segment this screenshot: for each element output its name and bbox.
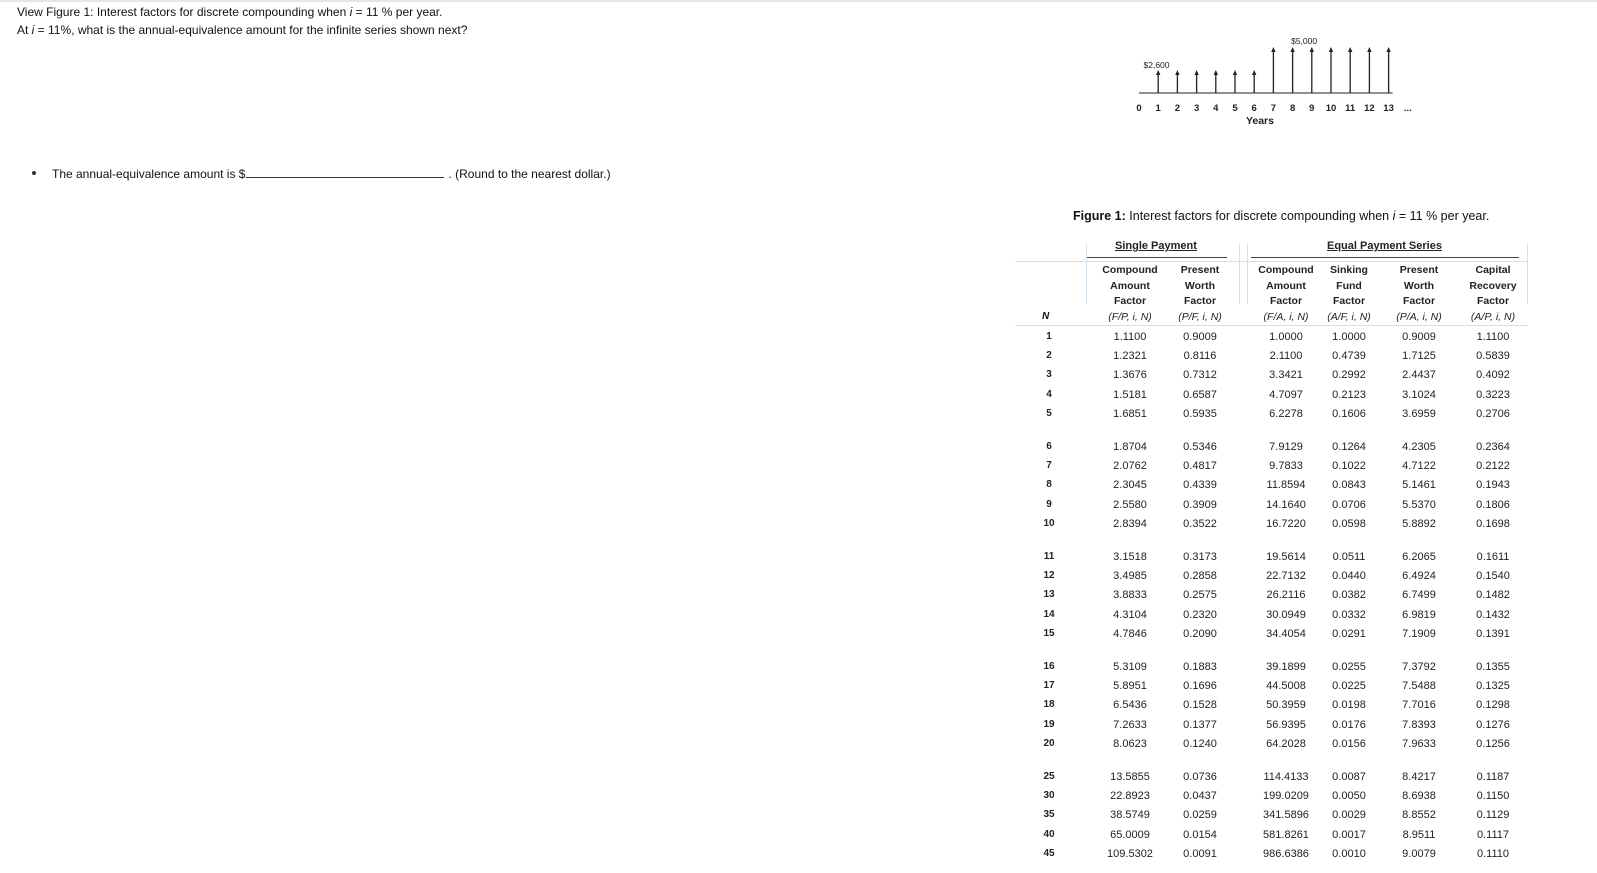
factor-cell: 7.1909 <box>1402 627 1436 640</box>
factor-cell: 0.2858 <box>1183 570 1217 583</box>
table-row <box>1015 515 1528 533</box>
factor-cell: 1.2321 <box>1113 350 1147 363</box>
factor-cell: 0.9009 <box>1402 331 1436 343</box>
answer-suffix: . (Round to the nearest dollar.) <box>448 167 611 181</box>
factor-cell: 4.3104 <box>1113 608 1147 621</box>
column-header-line: Worth <box>1184 279 1216 292</box>
period-cell: 14 <box>1043 608 1055 620</box>
top-border <box>0 0 1597 2</box>
factor-cell: 0.0843 <box>1332 479 1366 492</box>
table-row <box>1015 768 1528 786</box>
factor-cell: 0.1240 <box>1183 737 1217 750</box>
period-label: 3 <box>1193 103 1200 114</box>
column-header-line: Capital <box>1475 264 1511 276</box>
period-label: 5 <box>1232 103 1238 114</box>
period-label: 13 <box>1383 103 1394 114</box>
factor-cell: 50.3959 <box>1266 699 1306 712</box>
factor-cell: 5.1461 <box>1402 479 1436 492</box>
factor-cell: 0.0154 <box>1183 828 1217 841</box>
cash-flow-svg <box>1125 30 1425 130</box>
factor-cell: 0.7312 <box>1183 369 1217 382</box>
period-label: 1 <box>1155 103 1161 114</box>
column-header-line: (F/A, i, N) <box>1263 310 1309 323</box>
factor-cell: 0.2575 <box>1183 589 1217 602</box>
factor-cell: 0.2320 <box>1183 608 1217 621</box>
factor-cell: 0.4339 <box>1183 479 1217 492</box>
factor-cell: 0.1187 <box>1476 771 1510 783</box>
factor-cell: 0.3909 <box>1183 498 1217 511</box>
group-header-equal-payment: Equal Payment Series <box>1327 240 1442 252</box>
factor-cell: 13.5855 <box>1110 771 1150 783</box>
column-header-line: Fund <box>1336 279 1362 292</box>
period-cell: 2 <box>1046 350 1052 362</box>
factor-cell: 1.1100 <box>1476 331 1510 343</box>
question-text: View Figure 1: Interest factors for discrete compounding when <box>17 5 350 19</box>
column-divider <box>1247 244 1248 304</box>
factor-cell: 0.0598 <box>1332 517 1366 530</box>
question-line-2 <box>17 22 467 38</box>
factor-cell: 0.1377 <box>1183 718 1217 731</box>
axis-label: Years <box>1245 115 1274 127</box>
period-label: 6 <box>1251 103 1257 114</box>
factor-cell: 2.8394 <box>1113 517 1147 530</box>
factor-cell: 3.3421 <box>1269 369 1303 382</box>
factor-cell: 0.3173 <box>1183 551 1217 563</box>
factor-cell: 0.0255 <box>1332 661 1366 673</box>
answer-input[interactable] <box>246 165 444 178</box>
factor-cell: 44.5008 <box>1266 680 1306 693</box>
period-cell: 35 <box>1043 809 1055 821</box>
factor-cell: 0.0225 <box>1332 680 1366 693</box>
column-header-line: (F/P, i, N) <box>1108 310 1152 323</box>
factor-cell: 0.0156 <box>1332 737 1366 750</box>
period-label: 7 <box>1270 103 1277 114</box>
factor-cell: 0.1696 <box>1183 680 1217 693</box>
table-row <box>1015 567 1528 585</box>
table-row <box>1015 735 1528 753</box>
table-row <box>1015 405 1528 423</box>
factor-cell: 986.6386 <box>1263 847 1309 860</box>
table-row <box>1015 438 1528 456</box>
variable-i: i <box>349 5 353 19</box>
factor-cell: 1.7125 <box>1402 350 1436 363</box>
factor-cell: 0.1117 <box>1476 828 1509 841</box>
factor-cell: 0.0010 <box>1332 847 1366 860</box>
column-header-line: Present <box>1399 264 1439 276</box>
factor-cell: 1.1100 <box>1113 331 1147 343</box>
table-row <box>1015 845 1528 863</box>
column-header-line: (P/A, i, N) <box>1396 310 1442 323</box>
factor-cell: 7.9633 <box>1402 737 1436 750</box>
cash-flow-arrow-head <box>1156 70 1160 75</box>
factor-cell: 0.0291 <box>1332 627 1366 640</box>
factor-cell: 38.5749 <box>1110 809 1150 822</box>
period-cell: 10 <box>1043 517 1055 529</box>
factor-cell: 65.0009 <box>1110 828 1150 841</box>
period-label: 8 <box>1289 103 1296 114</box>
factor-cell: 0.0440 <box>1332 570 1366 583</box>
period-label: 0 <box>1136 103 1142 114</box>
period-label: 2 <box>1174 103 1181 114</box>
factor-cell: 0.1943 <box>1476 479 1510 492</box>
factor-cell: 0.3522 <box>1183 517 1217 530</box>
factor-cell: 5.8892 <box>1402 517 1436 530</box>
factor-cell: 1.3676 <box>1113 369 1147 382</box>
factor-cell: 2.1100 <box>1269 350 1303 363</box>
table-row <box>1015 457 1528 475</box>
period-cell: 17 <box>1043 680 1055 692</box>
factor-cell: 1.6851 <box>1113 407 1147 420</box>
factor-cell: 1.0000 <box>1332 331 1366 343</box>
answer-prefix: The annual-equivalence amount is $ <box>52 167 246 181</box>
period-cell: 20 <box>1043 737 1055 749</box>
factor-cell: 0.0437 <box>1183 790 1217 803</box>
column-header-line: Sinking <box>1330 264 1368 276</box>
group-underline <box>1087 257 1227 258</box>
factor-cell: 0.1432 <box>1476 608 1510 621</box>
factor-cell: 5.3109 <box>1113 661 1147 673</box>
factor-cell: 7.5488 <box>1402 680 1436 693</box>
question-text: At <box>17 23 32 37</box>
factor-cell: 0.1110 <box>1476 847 1509 860</box>
factor-cell: 39.1899 <box>1266 661 1306 673</box>
period-cell: 18 <box>1043 699 1055 711</box>
factor-cell: 0.0029 <box>1332 809 1366 822</box>
factor-cell: 0.1264 <box>1332 441 1366 453</box>
factor-cell: 3.1518 <box>1113 551 1147 563</box>
cash-flow-arrow-head <box>1252 70 1256 75</box>
factor-cell: 6.4924 <box>1402 570 1436 583</box>
cash-flow-arrow-head <box>1194 70 1198 75</box>
factor-cell: 1.0000 <box>1269 331 1303 343</box>
period-cell: 9 <box>1046 498 1052 510</box>
factor-cell: 0.0706 <box>1332 498 1366 511</box>
column-header-line: (P/F, i, N) <box>1178 310 1222 323</box>
factor-cell: 0.1806 <box>1476 498 1510 511</box>
header-divider <box>1015 325 1528 326</box>
table-row <box>1015 366 1528 384</box>
factor-cell: 0.0382 <box>1332 589 1366 602</box>
period-cell: 11 <box>1043 551 1055 562</box>
factor-cell: 0.1298 <box>1476 699 1510 712</box>
column-header-line: Factor <box>1332 295 1366 307</box>
period-cell: 16 <box>1043 661 1055 672</box>
factor-cell: 22.8923 <box>1110 790 1150 803</box>
variable-i: i <box>1392 209 1396 223</box>
factor-cell: 0.5935 <box>1183 407 1217 420</box>
column-header-line: Factor <box>1113 295 1147 307</box>
table-row <box>1015 696 1528 714</box>
factor-cell: 0.0332 <box>1332 608 1366 621</box>
column-header <box>1460 263 1526 325</box>
factor-cell: 0.0198 <box>1332 699 1366 712</box>
table-row <box>1015 476 1528 494</box>
column-header-line: Recovery <box>1469 279 1517 292</box>
factor-cell: 0.2364 <box>1476 441 1510 453</box>
period-cell: 13 <box>1043 589 1055 601</box>
period-cell: 12 <box>1043 570 1055 582</box>
cash-flow-arrow-head <box>1290 47 1294 52</box>
period-cell: 1 <box>1046 331 1052 342</box>
table-row <box>1015 496 1528 514</box>
table-row <box>1015 328 1528 346</box>
period-cell: 5 <box>1046 407 1052 419</box>
factor-cell: 0.1022 <box>1332 460 1366 473</box>
table-row <box>1015 606 1528 624</box>
large-amount-label: $5,000 <box>1291 36 1318 46</box>
cash-flow-arrow-head <box>1175 70 1179 75</box>
factor-cell: 109.5302 <box>1107 847 1153 860</box>
column-header <box>1250 263 1322 325</box>
cash-flow-diagram <box>1125 30 1425 135</box>
factor-cell: 2.3045 <box>1113 479 1147 492</box>
column-header-line: (A/F, i, N) <box>1327 310 1371 323</box>
factor-cell: 0.6587 <box>1183 388 1217 401</box>
column-divider <box>1086 244 1087 304</box>
factor-cell: 26.2116 <box>1266 589 1306 602</box>
factor-cell: 6.5436 <box>1113 699 1147 712</box>
figure-label: Figure 1: <box>1073 209 1126 223</box>
period-cell: 3 <box>1046 369 1052 381</box>
factor-cell: 8.0623 <box>1113 737 1147 750</box>
cash-flow-arrow-head <box>1386 47 1390 52</box>
column-header-line: Amount <box>1266 279 1306 292</box>
figure-title-text: Interest factors for discrete compounding when <box>1125 209 1393 223</box>
period-label: 9 <box>1309 103 1315 114</box>
cash-flow-arrow-head <box>1367 47 1371 52</box>
figure-title <box>1073 209 1489 223</box>
column-divider <box>1239 244 1240 304</box>
factor-cell: 0.1150 <box>1476 790 1510 803</box>
factor-cell: 0.0017 <box>1332 828 1366 841</box>
table-row <box>1015 658 1528 676</box>
factor-cell: 3.6959 <box>1402 407 1436 420</box>
group-underline <box>1251 257 1519 258</box>
factor-cell: 199.0209 <box>1263 790 1309 803</box>
factor-cell: 114.4133 <box>1263 771 1309 783</box>
answer-row <box>32 165 611 181</box>
factor-cell: 3.4985 <box>1113 570 1147 583</box>
factor-cell: 4.2305 <box>1402 441 1436 453</box>
factor-cell: 16.7220 <box>1266 517 1306 530</box>
factor-cell: 0.0087 <box>1332 771 1366 783</box>
factor-cell: 7.9129 <box>1269 441 1303 453</box>
factor-cell: 56.9395 <box>1266 718 1306 731</box>
period-cell: 15 <box>1043 627 1055 639</box>
table-row <box>1015 386 1528 404</box>
factor-cell: 0.1391 <box>1476 627 1510 640</box>
period-cell: 6 <box>1046 441 1052 452</box>
factor-cell: 2.0762 <box>1113 460 1147 473</box>
factor-cell: 0.5839 <box>1476 350 1510 363</box>
factor-cell: 0.9009 <box>1183 331 1217 343</box>
period-label: ... <box>1403 103 1412 114</box>
factor-cell: 2.5580 <box>1113 498 1147 511</box>
column-header-n: N <box>1042 311 1050 322</box>
factor-cell: 0.4092 <box>1476 369 1510 382</box>
factor-cell: 1.5181 <box>1113 388 1147 401</box>
column-header-line: Factor <box>1183 295 1217 307</box>
factor-cell: 8.6938 <box>1402 790 1436 803</box>
cash-flow-arrow-head <box>1214 70 1218 75</box>
factor-cell: 0.0050 <box>1332 790 1366 803</box>
column-header <box>1095 263 1165 325</box>
small-amount-label: $2,600 <box>1143 60 1170 70</box>
column-header <box>1322 263 1376 325</box>
factor-cell: 5.5370 <box>1402 498 1436 511</box>
factor-cell: 0.1325 <box>1476 680 1510 693</box>
column-header-line: (A/P, i, N) <box>1470 310 1516 323</box>
factor-cell: 7.3792 <box>1402 661 1436 673</box>
period-cell: 19 <box>1043 718 1055 730</box>
factor-cell: 0.1256 <box>1476 737 1510 750</box>
column-divider <box>1527 244 1528 304</box>
column-header-line: Factor <box>1476 295 1510 307</box>
cash-flow-arrow-head <box>1233 70 1237 75</box>
factor-cell: 7.2633 <box>1113 718 1147 731</box>
period-cell: 7 <box>1046 460 1052 472</box>
factor-cell: 4.7097 <box>1269 388 1303 401</box>
factor-cell: 0.1606 <box>1332 407 1366 420</box>
factor-cell: 2.4437 <box>1402 369 1436 382</box>
factor-cell: 0.4817 <box>1183 460 1217 473</box>
table-row <box>1015 347 1528 365</box>
factor-cell: 0.8116 <box>1183 350 1217 363</box>
factor-cell: 6.9819 <box>1402 608 1436 621</box>
period-cell: 8 <box>1046 479 1052 491</box>
column-header-line: Amount <box>1110 279 1150 292</box>
period-label: 10 <box>1325 103 1337 114</box>
factor-cell: 8.9511 <box>1402 828 1436 841</box>
factor-cell: 8.4217 <box>1402 771 1436 783</box>
factor-cell: 8.8552 <box>1402 809 1436 822</box>
factor-cell: 14.1640 <box>1266 498 1306 511</box>
table-row <box>1015 548 1528 566</box>
column-header-line: Factor <box>1402 295 1436 307</box>
table-row <box>1015 625 1528 643</box>
period-cell: 30 <box>1043 790 1055 802</box>
factor-cell: 0.1611 <box>1476 551 1510 563</box>
factor-cell: 0.0511 <box>1332 551 1366 563</box>
table-row <box>1015 677 1528 695</box>
period-cell: 25 <box>1043 771 1055 782</box>
period-label: 11 <box>1345 103 1356 114</box>
factor-cell: 9.7833 <box>1269 460 1303 473</box>
group-header-single-payment: Single Payment <box>1115 240 1197 252</box>
factor-cell: 22.7132 <box>1266 570 1306 583</box>
factor-cell: 64.2028 <box>1266 737 1306 750</box>
factor-cell: 30.0949 <box>1266 608 1306 621</box>
factor-cell: 0.0176 <box>1332 718 1366 731</box>
figure-title-text: = 11 % per year. <box>1395 209 1490 223</box>
column-header <box>1165 263 1235 325</box>
factor-cell: 0.1482 <box>1476 589 1510 602</box>
factor-cell: 9.0079 <box>1402 847 1436 860</box>
period-cell: 40 <box>1043 828 1055 840</box>
factor-cell: 0.1355 <box>1476 661 1510 673</box>
factor-cell: 0.2123 <box>1332 388 1366 401</box>
variable-i: i <box>31 23 35 37</box>
factor-cell: 0.5346 <box>1183 441 1217 453</box>
factor-cell: 3.8833 <box>1113 589 1147 602</box>
cash-flow-arrow-head <box>1329 47 1333 52</box>
cash-flow-arrow-head <box>1271 47 1275 52</box>
factor-cell: 0.0259 <box>1183 809 1217 822</box>
cash-flow-arrow-head <box>1310 47 1314 52</box>
factor-cell: 0.1528 <box>1183 699 1217 712</box>
bullet-icon <box>32 171 36 175</box>
factor-cell: 0.2992 <box>1332 369 1366 382</box>
question-text: = 11 % per year. <box>352 5 443 19</box>
header-divider <box>1015 261 1528 262</box>
factor-cell: 0.0091 <box>1183 847 1217 860</box>
factor-cell: 6.2065 <box>1402 551 1436 563</box>
factor-cell: 0.2122 <box>1476 460 1510 473</box>
cash-flow-arrow-head <box>1348 47 1352 52</box>
factor-cell: 11.8594 <box>1266 479 1306 492</box>
factor-cell: 3.1024 <box>1402 388 1436 401</box>
factor-cell: 4.7122 <box>1402 460 1436 473</box>
column-header-line: Compound <box>1258 264 1314 276</box>
factor-cell: 0.4739 <box>1332 350 1366 363</box>
factor-cell: 341.5896 <box>1263 809 1309 822</box>
factor-cell: 19.5614 <box>1266 551 1306 563</box>
question-line-1 <box>17 4 442 20</box>
factor-cell: 34.4054 <box>1266 627 1306 640</box>
table-row <box>1015 806 1528 824</box>
period-label: 12 <box>1364 103 1375 114</box>
factor-cell: 6.2278 <box>1269 407 1303 420</box>
factor-cell: 0.1129 <box>1476 809 1510 822</box>
factor-cell: 0.2706 <box>1476 407 1510 420</box>
factor-cell: 0.1540 <box>1476 570 1510 583</box>
column-header-line: Factor <box>1269 295 1303 307</box>
column-header <box>1388 263 1450 325</box>
factor-cell: 6.7499 <box>1402 589 1436 602</box>
factor-cell: 0.1698 <box>1476 517 1510 530</box>
factor-cell: 5.8951 <box>1113 680 1147 693</box>
factor-cell: 0.1883 <box>1183 661 1217 673</box>
factor-cell: 0.0736 <box>1183 771 1217 783</box>
factor-cell: 0.2090 <box>1183 627 1217 640</box>
factor-cell: 7.8393 <box>1402 718 1436 731</box>
period-cell: 45 <box>1043 847 1055 859</box>
factor-cell: 581.8261 <box>1263 828 1309 841</box>
column-header-line: Compound <box>1102 264 1158 276</box>
table-row <box>1015 716 1528 734</box>
table-row <box>1015 826 1528 844</box>
factor-cell: 7.7016 <box>1402 699 1436 712</box>
column-header-line: Present <box>1180 264 1220 276</box>
factor-cell: 0.1276 <box>1476 718 1510 731</box>
column-header-line: Worth <box>1403 279 1435 292</box>
question-text: = 11%, what is the annual-equivalence amount for the infinite series shown next? <box>34 23 468 37</box>
factor-cell: 4.7846 <box>1113 627 1147 640</box>
table-row <box>1015 787 1528 805</box>
table-row <box>1015 586 1528 604</box>
period-label: 4 <box>1213 103 1219 114</box>
period-cell: 4 <box>1046 388 1052 400</box>
factor-cell: 1.8704 <box>1113 441 1147 453</box>
factor-cell: 0.3223 <box>1476 388 1510 401</box>
